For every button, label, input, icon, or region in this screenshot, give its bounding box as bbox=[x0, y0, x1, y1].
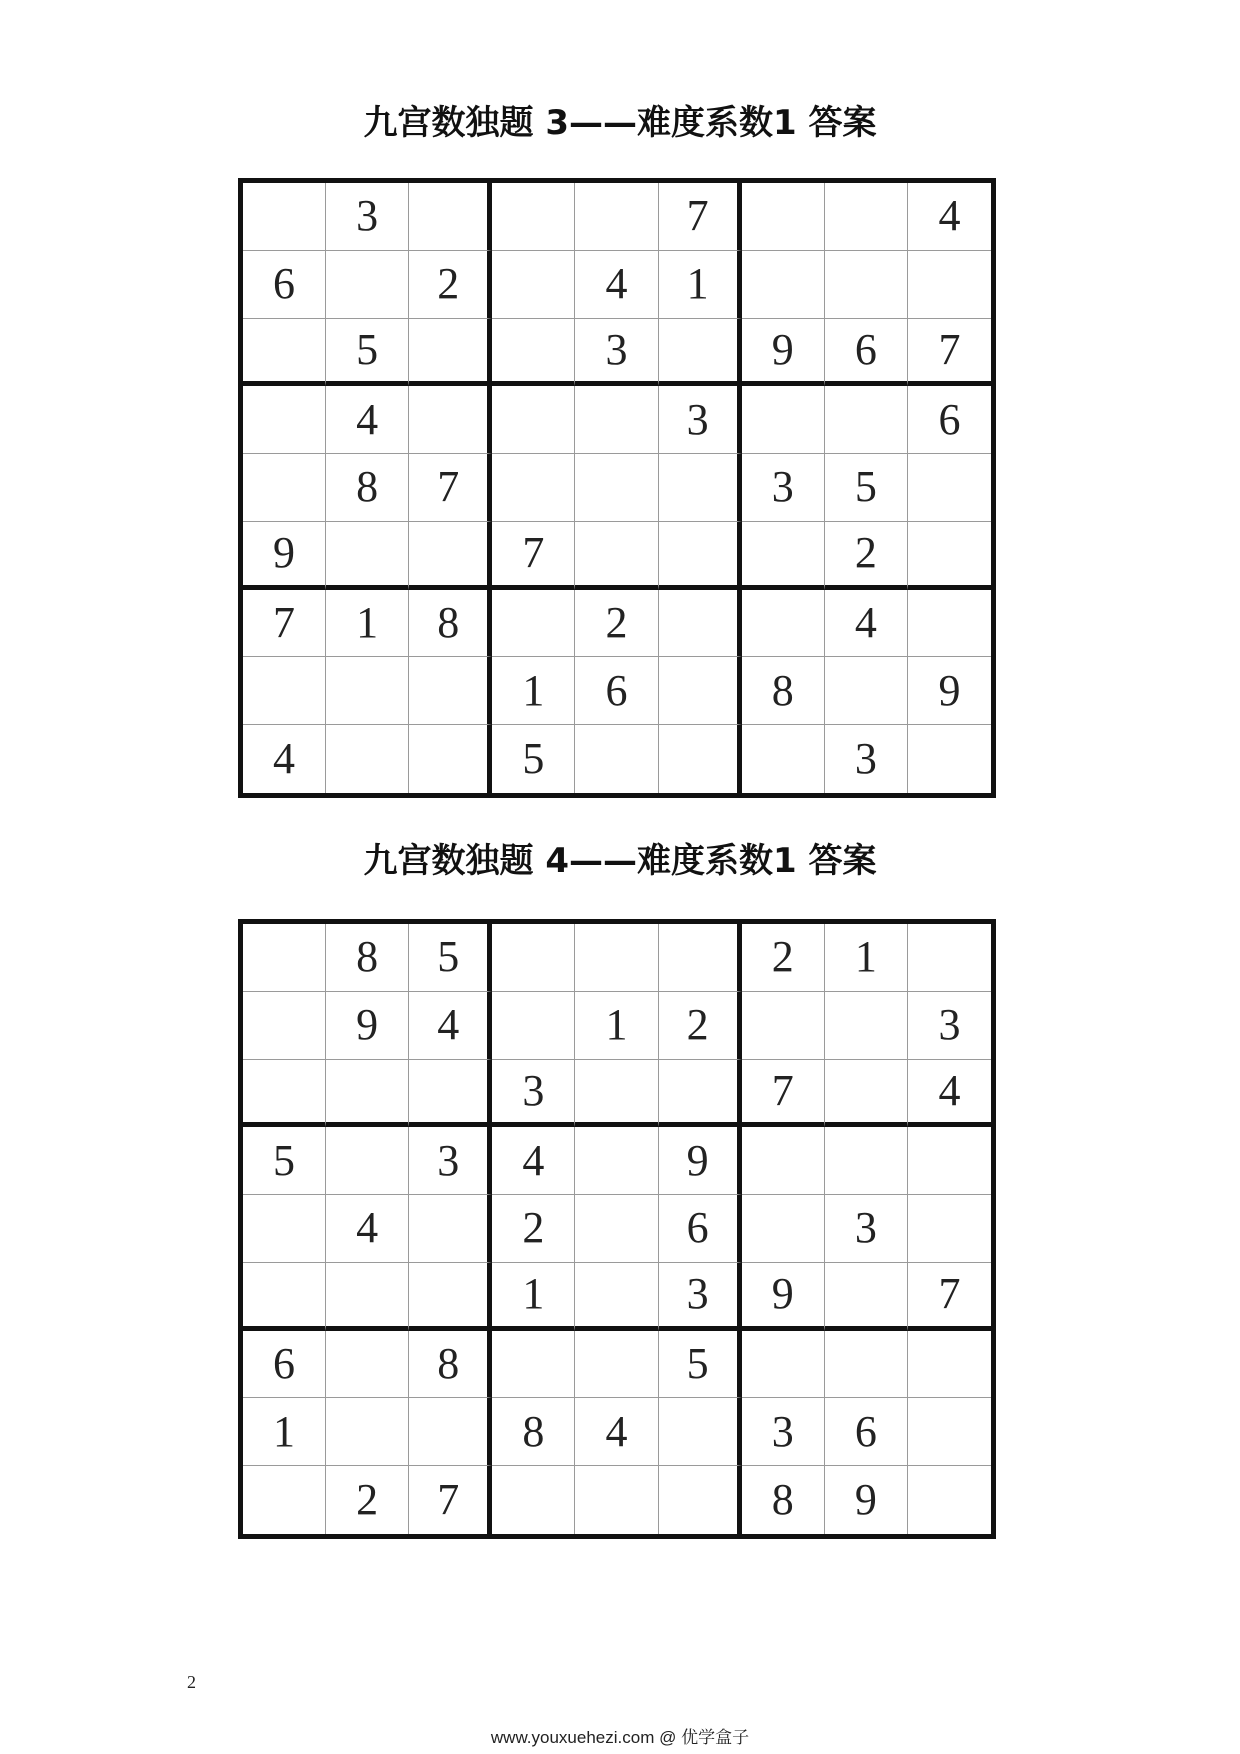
sudoku-cell: 8 bbox=[326, 454, 409, 522]
sudoku-cell bbox=[409, 183, 492, 251]
sudoku-cell bbox=[742, 522, 825, 590]
sudoku-cell: 6 bbox=[825, 319, 908, 387]
sudoku-cell bbox=[825, 1263, 908, 1331]
sudoku-cell bbox=[825, 251, 908, 319]
sudoku-cell bbox=[492, 251, 575, 319]
sudoku-cell: 5 bbox=[326, 319, 409, 387]
sudoku-cell: 6 bbox=[825, 1398, 908, 1466]
sudoku-cell: 4 bbox=[908, 1060, 991, 1128]
sudoku-cell: 3 bbox=[659, 1263, 742, 1331]
sudoku-cell: 8 bbox=[492, 1398, 575, 1466]
sudoku-cell bbox=[908, 924, 991, 992]
sudoku-cell bbox=[908, 1466, 991, 1534]
puzzle-3-title: 九宫数独题 3——难度系数1 答案 bbox=[363, 103, 877, 143]
sudoku-cell bbox=[409, 319, 492, 387]
sudoku-cell bbox=[742, 992, 825, 1060]
sudoku-cell: 5 bbox=[492, 725, 575, 793]
sudoku-cell bbox=[575, 1263, 658, 1331]
sudoku-cell: 9 bbox=[742, 1263, 825, 1331]
sudoku-cell bbox=[742, 1195, 825, 1263]
sudoku-cell: 3 bbox=[825, 725, 908, 793]
sudoku-cell bbox=[908, 454, 991, 522]
sudoku-cell bbox=[742, 251, 825, 319]
sudoku-cell bbox=[742, 1331, 825, 1399]
sudoku-cell bbox=[243, 1195, 326, 1263]
sudoku-cell bbox=[575, 1060, 658, 1128]
sudoku-cell bbox=[575, 924, 658, 992]
sudoku-cell bbox=[659, 454, 742, 522]
sudoku-cell bbox=[243, 1263, 326, 1331]
sudoku-cell bbox=[326, 1331, 409, 1399]
sudoku-cell bbox=[243, 183, 326, 251]
sudoku-cell: 5 bbox=[243, 1127, 326, 1195]
sudoku-cell bbox=[825, 657, 908, 725]
sudoku-cell bbox=[575, 522, 658, 590]
sudoku-cell bbox=[326, 251, 409, 319]
sudoku-cell: 7 bbox=[492, 522, 575, 590]
sudoku-cell bbox=[243, 1060, 326, 1128]
sudoku-cell: 1 bbox=[326, 590, 409, 658]
sudoku-cell bbox=[659, 319, 742, 387]
sudoku-cell: 1 bbox=[492, 657, 575, 725]
sudoku-cell bbox=[492, 590, 575, 658]
sudoku-cell: 9 bbox=[659, 1127, 742, 1195]
sudoku-cell: 9 bbox=[326, 992, 409, 1060]
sudoku-cell: 4 bbox=[243, 725, 326, 793]
sudoku-cell: 3 bbox=[409, 1127, 492, 1195]
sudoku-cell bbox=[243, 924, 326, 992]
sudoku-cell bbox=[575, 1331, 658, 1399]
sudoku-cell bbox=[243, 992, 326, 1060]
sudoku-cell: 4 bbox=[908, 183, 991, 251]
sudoku-cell: 6 bbox=[243, 251, 326, 319]
sudoku-cell bbox=[243, 386, 326, 454]
sudoku-cell bbox=[659, 590, 742, 658]
sudoku-cell: 9 bbox=[825, 1466, 908, 1534]
sudoku-cell bbox=[659, 1466, 742, 1534]
sudoku-cell: 7 bbox=[659, 183, 742, 251]
sudoku-cell bbox=[659, 725, 742, 793]
sudoku-cell: 6 bbox=[659, 1195, 742, 1263]
sudoku-cell bbox=[908, 522, 991, 590]
sudoku-cell bbox=[492, 319, 575, 387]
sudoku-cell: 4 bbox=[409, 992, 492, 1060]
sudoku-cell bbox=[326, 1263, 409, 1331]
sudoku-cell: 6 bbox=[575, 657, 658, 725]
sudoku-cell bbox=[659, 522, 742, 590]
sudoku-cell: 2 bbox=[575, 590, 658, 658]
sudoku-cell bbox=[742, 1127, 825, 1195]
sudoku-cell bbox=[409, 386, 492, 454]
sudoku-cell: 1 bbox=[825, 924, 908, 992]
sudoku-cell: 5 bbox=[659, 1331, 742, 1399]
sudoku-cell: 6 bbox=[243, 1331, 326, 1399]
sudoku-cell bbox=[243, 1466, 326, 1534]
sudoku-cell: 4 bbox=[825, 590, 908, 658]
sudoku-cell: 3 bbox=[492, 1060, 575, 1128]
sudoku-cell bbox=[243, 657, 326, 725]
sudoku-cell: 3 bbox=[326, 183, 409, 251]
sudoku-cell bbox=[659, 657, 742, 725]
sudoku-cell: 7 bbox=[409, 1466, 492, 1534]
sudoku-cell: 2 bbox=[825, 522, 908, 590]
sudoku-cell bbox=[908, 1331, 991, 1399]
sudoku-cell: 1 bbox=[492, 1263, 575, 1331]
sudoku-cell: 3 bbox=[659, 386, 742, 454]
sudoku-cell bbox=[326, 725, 409, 793]
sudoku-cell bbox=[742, 183, 825, 251]
sudoku-cell bbox=[575, 183, 658, 251]
sudoku-cell bbox=[492, 924, 575, 992]
sudoku-cell bbox=[908, 1398, 991, 1466]
sudoku-cell: 1 bbox=[575, 992, 658, 1060]
sudoku-cell bbox=[575, 1466, 658, 1534]
sudoku-cell: 3 bbox=[825, 1195, 908, 1263]
sudoku-cell: 5 bbox=[825, 454, 908, 522]
sudoku-cell bbox=[575, 1195, 658, 1263]
sudoku-cell bbox=[409, 1195, 492, 1263]
sudoku-cell: 7 bbox=[409, 454, 492, 522]
sudoku-cell bbox=[492, 1466, 575, 1534]
sudoku-cell bbox=[659, 924, 742, 992]
sudoku-cell: 5 bbox=[409, 924, 492, 992]
sudoku-cell: 8 bbox=[742, 1466, 825, 1534]
sudoku-cell bbox=[908, 251, 991, 319]
sudoku-cell: 2 bbox=[742, 924, 825, 992]
puzzle-4-title: 九宫数独题 4——难度系数1 答案 bbox=[363, 841, 877, 881]
sudoku-cell: 3 bbox=[575, 319, 658, 387]
sudoku-cell bbox=[575, 386, 658, 454]
sudoku-cell: 6 bbox=[908, 386, 991, 454]
sudoku-grid-3 bbox=[238, 178, 996, 798]
sudoku-cell bbox=[908, 590, 991, 658]
sudoku-cell: 8 bbox=[742, 657, 825, 725]
sudoku-cell bbox=[659, 1060, 742, 1128]
sudoku-cell bbox=[908, 725, 991, 793]
sudoku-cell bbox=[825, 1331, 908, 1399]
sudoku-cell bbox=[409, 1398, 492, 1466]
sudoku-cell: 7 bbox=[742, 1060, 825, 1128]
sudoku-cell bbox=[326, 657, 409, 725]
sudoku-cell: 7 bbox=[908, 319, 991, 387]
sudoku-cell: 4 bbox=[492, 1127, 575, 1195]
sudoku-cell bbox=[659, 1398, 742, 1466]
sudoku-cell bbox=[575, 725, 658, 793]
sudoku-cell bbox=[492, 992, 575, 1060]
sudoku-cell bbox=[409, 1263, 492, 1331]
sudoku-cell bbox=[409, 1060, 492, 1128]
sudoku-cell: 4 bbox=[575, 251, 658, 319]
sudoku-cell bbox=[492, 454, 575, 522]
sudoku-cell bbox=[326, 1127, 409, 1195]
sudoku-cell bbox=[409, 725, 492, 793]
sudoku-cell: 4 bbox=[575, 1398, 658, 1466]
footer-watermark: www.youxuehezi.com @ 优学盒子 bbox=[490, 1728, 750, 1747]
sudoku-cell bbox=[243, 319, 326, 387]
sudoku-grid-4 bbox=[238, 919, 996, 1539]
sudoku-cell: 1 bbox=[659, 251, 742, 319]
sudoku-cell bbox=[409, 522, 492, 590]
sudoku-cell bbox=[825, 1127, 908, 1195]
sudoku-cell bbox=[908, 1195, 991, 1263]
sudoku-cell: 2 bbox=[659, 992, 742, 1060]
sudoku-cell bbox=[908, 1127, 991, 1195]
sudoku-cell bbox=[825, 992, 908, 1060]
sudoku-cell bbox=[825, 183, 908, 251]
sudoku-cell bbox=[243, 454, 326, 522]
sudoku-cell: 4 bbox=[326, 1195, 409, 1263]
sudoku-cell bbox=[492, 386, 575, 454]
sudoku-cell: 2 bbox=[409, 251, 492, 319]
sudoku-cell: 7 bbox=[243, 590, 326, 658]
sudoku-cell: 7 bbox=[908, 1263, 991, 1331]
sudoku-cell: 9 bbox=[742, 319, 825, 387]
sudoku-cell: 2 bbox=[326, 1466, 409, 1534]
sudoku-cell bbox=[575, 1127, 658, 1195]
sudoku-cell bbox=[492, 183, 575, 251]
page-number: 2 bbox=[187, 1672, 196, 1692]
sudoku-cell: 1 bbox=[243, 1398, 326, 1466]
sudoku-cell bbox=[742, 590, 825, 658]
sudoku-cell: 8 bbox=[409, 590, 492, 658]
sudoku-cell: 9 bbox=[908, 657, 991, 725]
sudoku-cell bbox=[326, 1060, 409, 1128]
sudoku-cell bbox=[326, 1398, 409, 1466]
sudoku-cell: 2 bbox=[492, 1195, 575, 1263]
sudoku-cell: 3 bbox=[908, 992, 991, 1060]
sudoku-cell bbox=[575, 454, 658, 522]
sudoku-cell: 9 bbox=[243, 522, 326, 590]
sudoku-cell bbox=[409, 657, 492, 725]
sudoku-cell bbox=[492, 1331, 575, 1399]
sudoku-cell bbox=[742, 725, 825, 793]
sudoku-cell bbox=[326, 522, 409, 590]
sudoku-cell: 8 bbox=[409, 1331, 492, 1399]
sudoku-cell: 4 bbox=[326, 386, 409, 454]
sudoku-cell: 3 bbox=[742, 1398, 825, 1466]
sudoku-cell bbox=[825, 386, 908, 454]
sudoku-cell bbox=[742, 386, 825, 454]
sudoku-cell: 3 bbox=[742, 454, 825, 522]
sudoku-cell: 8 bbox=[326, 924, 409, 992]
sudoku-cell bbox=[825, 1060, 908, 1128]
